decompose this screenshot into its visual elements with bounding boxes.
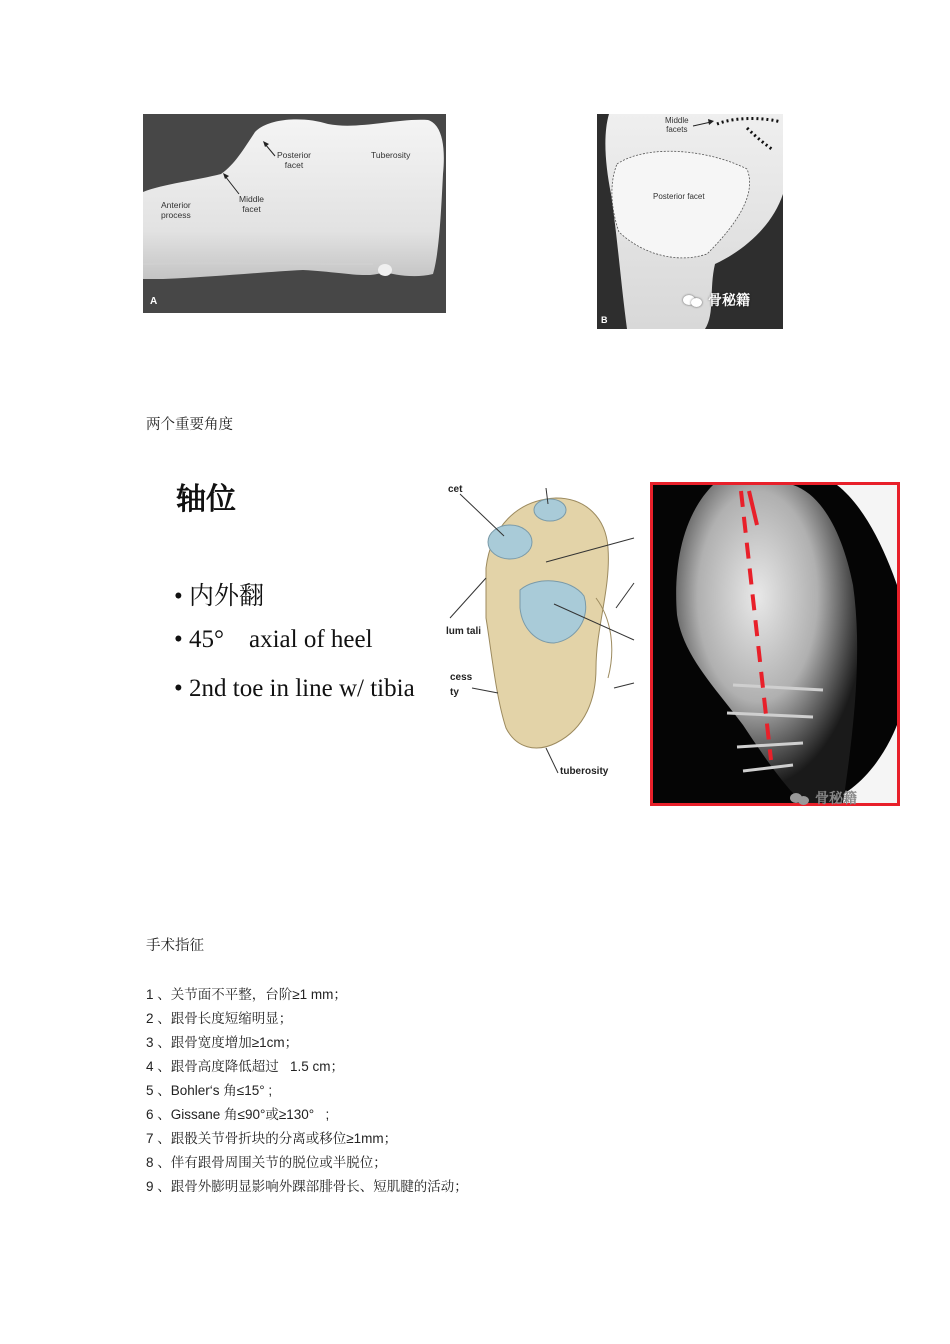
heading-surgical-indications: 手术指征 (146, 938, 204, 954)
slide-watermark (790, 788, 857, 808)
slide-bullet-3: • 2nd toe in line w/ tibia (174, 675, 415, 702)
indication-6: 6 、Gissane 角≤90°或≥130° ; (146, 1107, 330, 1122)
figure-letter-a: A (150, 296, 158, 307)
arrow-icons (143, 114, 446, 313)
slide-title: 轴位 (176, 482, 236, 517)
atlas-label-sulcus-tali: lum tali (446, 626, 482, 637)
figure-a-calcaneus-photo (143, 114, 446, 313)
label-middle-facets: Middle facets (665, 116, 689, 134)
label-middle-facet: Middle facet (239, 194, 265, 214)
calcaneus-illustration (446, 478, 636, 788)
indication-5: 5 、Bohler‘s 角≤15° ; (146, 1083, 273, 1098)
axial-view-slide (160, 470, 900, 810)
atlas-label-process: cess (450, 672, 473, 683)
slide-bullet-2: • 45° axial of heel (174, 626, 373, 653)
watermark-text: 骨秘籍 (708, 293, 750, 309)
label-anterior-process: Anterior process (161, 200, 191, 220)
watermark (683, 290, 750, 310)
indication-3: 3 、跟骨宽度增加≥1cm； (146, 1035, 299, 1050)
indication-8: 8 、伴有跟骨周围关节的脱位或半脱位； (146, 1155, 387, 1170)
heading-two-angles: 两个重要角度 (146, 417, 233, 433)
indication-1: 1 、关节面不平整，台阶≥1 mm； (146, 987, 347, 1002)
axial-xray-image (650, 482, 900, 806)
figure-letter-b: B (601, 315, 608, 325)
xray-drawing (653, 485, 897, 803)
atlas-label-facet: cet (448, 484, 463, 495)
figure-b-calcaneus-photo (597, 114, 783, 329)
label-tuberosity: Tuberosity (371, 150, 411, 160)
label-posterior-facet: Posterior facet (277, 150, 312, 170)
indication-2: 2 、跟骨长度短缩明显； (146, 1011, 293, 1026)
indication-7: 7 、跟骰关节骨折块的分离或移位≥1mm； (146, 1131, 398, 1146)
atlas-label-tuberosity: tuberosity (560, 766, 609, 777)
label-posterior-facet-b: Posterior facet (653, 192, 705, 201)
wechat-icon (790, 791, 812, 805)
atlas-label-tuberosity-part: ty (450, 687, 459, 698)
wechat-icon (683, 293, 705, 307)
slide-watermark-text: 骨秘籍 (815, 791, 857, 807)
indication-9: 9 、跟骨外膨明显影响外踝部腓骨长、短肌腱的活动； (146, 1179, 468, 1194)
slide-bullet-1: • 内外翻 (174, 583, 265, 610)
indication-4: 4 、跟骨高度降低超过 1.5 cm； (146, 1059, 345, 1074)
